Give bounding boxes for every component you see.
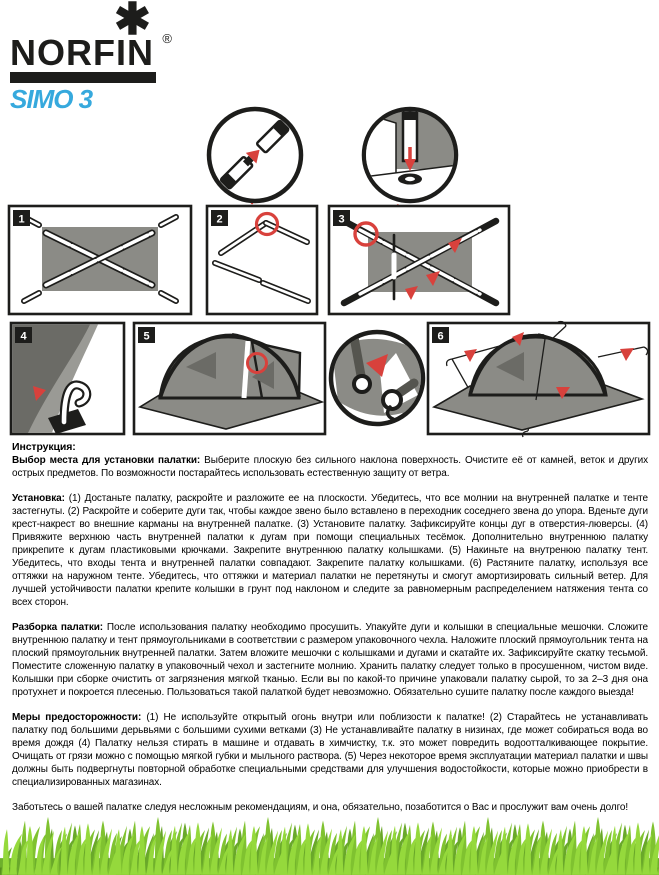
plastic-hook-callout (331, 332, 423, 424)
paragraph-text: (1) Не используйте открытый огонь внутри или поблизости к палатке! (2) Старайтесь не устанавливать палатку под большими дерьвьями с большими сухими ветками (3) Не устанавливайте палатку в низинах, где может собираться вода во время дождя (4) Палатку нельзя стирать в машине и отдавать в химчистку, т.к. это может повредить водоотталкивающее покрытие. Очищать от грязи можно с помощью мягкой губки и мыльного раствора. (5) Через некоторое время эксплуатации материал палатки и швы должны быть подвергнуты повторной обработке специальными средствами для улучшения водостойкости, которые можно приобрести в специализированных магазинах. (12, 712, 648, 788)
step-2-diagram (207, 206, 317, 314)
step-5-diagram (134, 323, 325, 434)
assembly-diagrams (0, 95, 659, 440)
model-name: SIMO 3 (10, 84, 93, 114)
step-6-diagram (428, 322, 649, 438)
svg-text:6: 6 (437, 330, 444, 343)
step-3-diagram (329, 206, 509, 314)
paragraph-text: После использования палатку необходимо просушить. Упакуйте дуги и колышки в специальные мешочки. Сложите внутреннюю палатку и тент прямоугольниками в соответствии с размером упаковочного чехла. Наложите плоский прямоугольник тента на плоский прямоугольник внутренней палатки. Затем вложите мешочки с колышками и дугами и скатайте их. Зафиксируйте скатку тесьмой. Поместите сложенную палатку в упаковочный чехол и застегните молнию. Хранить палатку следует только в просушенном, чистом виде. Колышки при сборке очистить от загрязнения мягкой тканью. Если вы по какой-то причине упаковали палатку сырой, то за 2–3 дня она протухнет и покроется плесенью. Пользоваться такой палаткой будет невозможно. Обязательно сушите палатку после каждого выезда! (12, 622, 649, 698)
grass-decoration (0, 815, 659, 875)
instruction-text (12, 441, 648, 826)
disassembly-paragraph (12, 621, 648, 699)
svg-text:4: 4 (20, 330, 27, 343)
snowflake-icon: ✱ (114, 0, 151, 44)
grommet-callout (363, 107, 458, 203)
svg-text:1: 1 (18, 213, 25, 226)
closing-paragraph: Заботьтесь о вашей палатке следуя несложным рекомендациям, и она, обязательно, позаботится о Вас и прослужит вам очень долго! (12, 802, 629, 813)
svg-text:3: 3 (338, 213, 345, 226)
registered-trademark-icon: ® (162, 31, 172, 46)
step-4-diagram (11, 323, 124, 434)
site-selection-paragraph (12, 454, 648, 480)
svg-text:5: 5 (143, 330, 150, 343)
paragraph-lead: Меры предосторожности: (12, 712, 142, 723)
precautions-paragraph (12, 711, 648, 789)
paragraph-text: (1) Достаньте палатку, раскройте и разложите ее на плоскости. Убедитесь, что все молнии на внутренней палатке и тенте застегнуты. (2) Раскройте и соберите дуги так, чтобы каждое звено было вставлено в переходник соседнего звена до упора. Вденьте дуги крест-накрест во внешние карманы на внутренней палатке. (3) Установите палатку. Зафиксируйте концы дуг в отверстия-люверсы. (4) Привяжите верхнюю часть внутренней палатки к дугам при помощи специальных тесёмок. Дополнительно внутреннюю палатку прикрепите к дугам пластиковыми крючками. Закрепите внутреннюю палатку колышками. (5) Накиньте на внутренюю палатку тент. Убедитесь, что входы тента и внутренней палатки совпадают. Закрепите палатку колышками. (6) Растяните палатку, используя все оттяжки на наружном тенте. Убедитесь, что оттяжки и материал палатки не перетянуты и смогут амортизировать сильный ветер. Для лучшей устойчивости палатки крепите колышки в грунт под наклоном и следите за равномерным распределением натяжения тента со всех сторон. (12, 493, 648, 608)
svg-text:2: 2 (216, 213, 223, 226)
paragraph-lead: Установка: (12, 493, 65, 504)
step-1-diagram (9, 206, 191, 314)
brand-wordmark: NORFIN (10, 35, 156, 83)
paragraph-lead: Разборка палатки: (12, 622, 104, 633)
instructions-heading: Инструкция: (12, 441, 76, 453)
setup-paragraph (12, 492, 648, 609)
paragraph-lead: Выбор места для установки палатки: (12, 455, 201, 466)
pole-connection-callout (209, 109, 301, 201)
paragraph-text: Выберите плоскую без сильного наклона поверхность. Очистите её от камней, веток и других острых предметов. По возможности постарайтесь использовать естественную защиту от ветра. (12, 455, 648, 479)
